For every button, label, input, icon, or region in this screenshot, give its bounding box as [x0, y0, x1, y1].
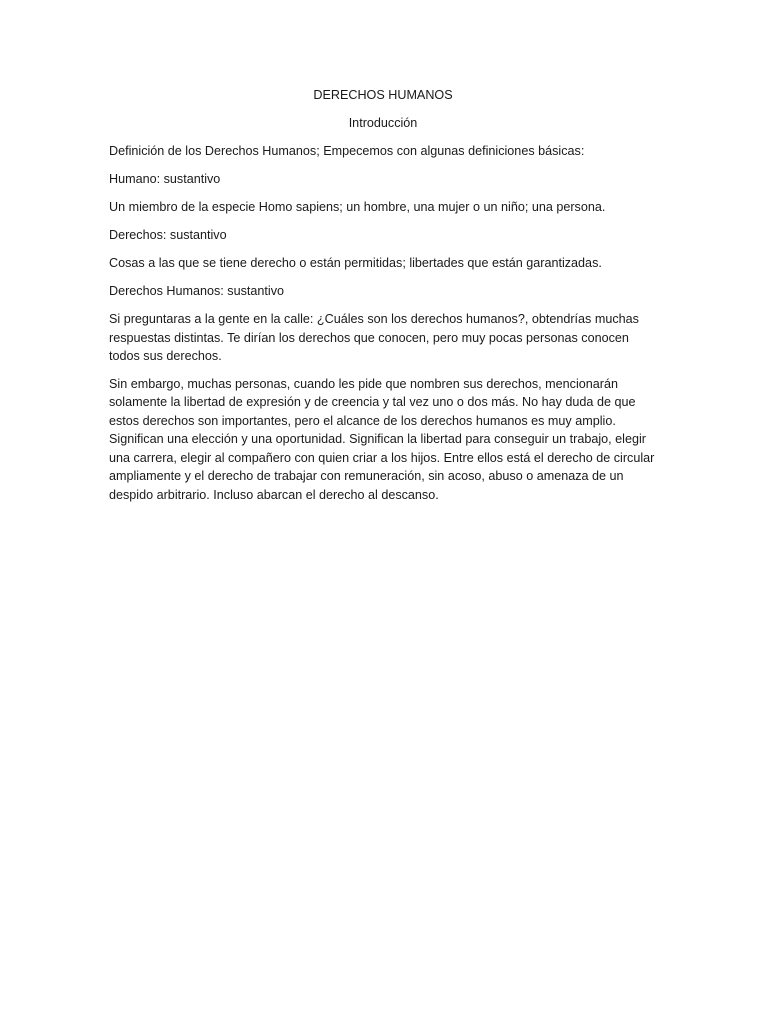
document-subtitle: Introducción [348, 115, 418, 130]
paragraph-derechos-definition: Cosas a las que se tiene derecho o están permitidas; libertades que están garantizadas. [109, 256, 602, 270]
paragraph-derechos-humanos-term: Derechos Humanos: sustantivo [109, 284, 284, 298]
paragraph-humano-term: Humano: sustantivo [109, 172, 221, 186]
document-body [109, 86, 657, 513]
paragraph-derechos-term: Derechos: sustantivo [109, 228, 227, 242]
paragraph-scope-of-rights: Sin embargo, muchas personas, cuando les pide que nombren sus derechos, mencionarán solamente la libertad de expresión y de creencia y tal vez uno o dos más. No hay duda de que estos derechos son importantes, pero el alcance de los derechos humanos es muy amplio. Significan una elección y una oportunidad. Significan la libertad para conseguir un trabajo, elegir una carrera, elegir al compañero con quien criar a los hijos. Entre ellos está el derecho de circular ampliamente y el derecho de trabajar con remuneración, sin acoso, abuso o amenaza de un despido arbitrario. Incluso abarcan el derecho al descanso. [109, 376, 655, 502]
document-title: DERECHOS HUMANOS [313, 88, 453, 102]
paragraph-street-question: Si preguntaras a la gente en la calle: ¿Cuáles son los derechos humanos?, obtendrías muchas respuestas distintas. Te dirían los derechos que conocen, pero muy pocas personas conocen todos sus derechos. [109, 312, 639, 363]
paragraph-humano-definition: Un miembro de la especie Homo sapiens; un hombre, una mujer o un niño; una persona. [109, 200, 606, 214]
paragraph-definition-intro: Definición de los Derechos Humanos; Empecemos con algunas definiciones básicas: [109, 144, 585, 158]
